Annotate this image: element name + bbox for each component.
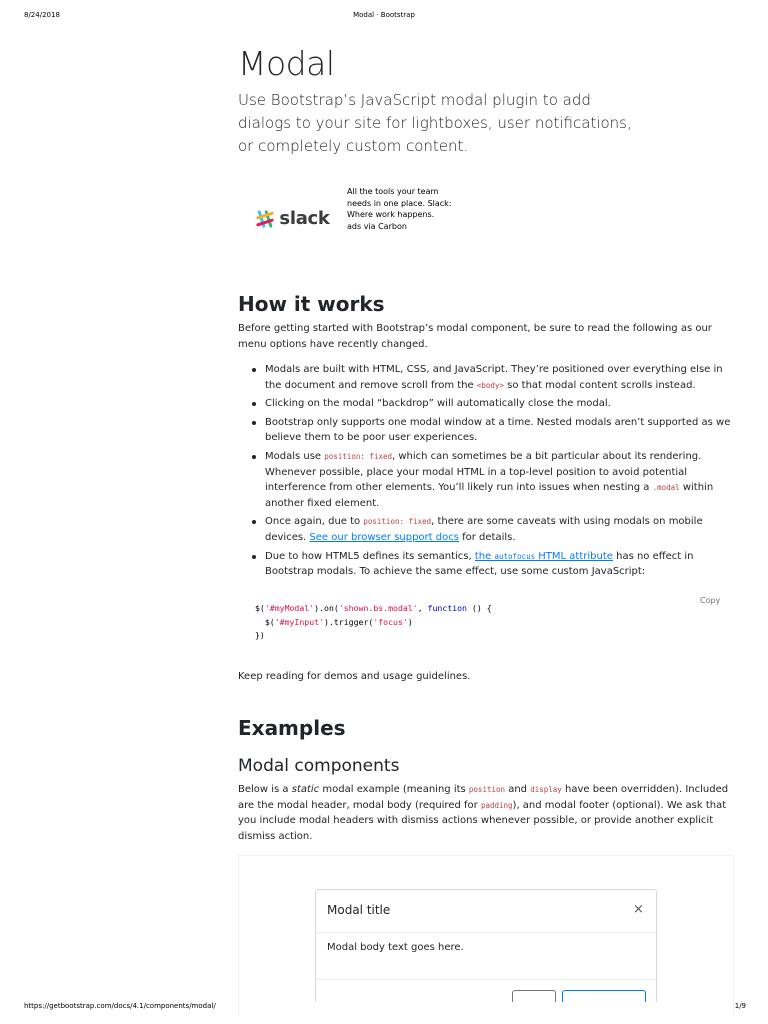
example-modal [315,889,657,1002]
inline-code: position: fixed [363,517,432,527]
copy-button[interactable]: Copy [700,596,721,605]
print-url: https://getbootstrap.com/docs/4.1/components/modal/ [24,1002,216,1010]
print-page-number: 1/9 [734,1002,746,1010]
ad-image-link[interactable] [249,188,337,249]
list-item: Modals are built with HTML, CSS, and JavaScript. They’re positioned over everything else in the document and remove scroll from the <body> so that modal content scrolls instead. [238,362,732,393]
code-snippet: $('#myModal').on('shown.bs.modal', function () { $('#myInput').trigger('focus') }) [255,603,492,640]
modal-components-description: Below is a static modal example (meaning its position and display have been overridden). Included are the modal header, modal body (required for padding), and modal footer (optional). We ask that you include modal headers with dismiss actions whenever possible, or provide another explicit dismiss action. [238,784,729,842]
modal-header [316,890,656,933]
inline-code: .modal [652,483,680,493]
modal-footer [316,979,656,1002]
slack-logo-icon [256,210,274,228]
browser-support-link[interactable]: See our browser support docs [309,531,459,543]
list-item: Clicking on the modal “backdrop” will automatically close the modal. [238,396,732,412]
print-footer [0,1002,768,1014]
list-item: Once again, due to position: fixed, there are some caveats with using modals on mobile devices. See our browser support docs for details. [238,514,732,545]
list-item: Bootstrap only supports one modal window at a time. Nested modals aren’t supported as we believe them to be poor user experiences. [238,415,732,446]
how-it-works-list [238,362,732,583]
keep-reading-text: Keep reading for demos and usage guidelines. [238,671,471,682]
close-button[interactable] [512,990,556,1002]
ad-via-carbon[interactable]: ads via Carbon [347,221,407,231]
how-it-works-heading: How it works [238,292,385,316]
modal-components-heading: Modal components [238,756,400,776]
page-title: Modal [238,44,335,83]
inline-code: position: fixed [324,451,393,461]
print-doc-title: Modal · Bootstrap [353,11,415,19]
ad-copy[interactable] [347,186,457,232]
modal-title: Modal title [327,903,391,917]
list-item: Modals use position: fixed, which can sometimes be a bit particular about its rendering. Whenever possible, place your modal HTML in a top-level position to avoid potential interference from other elements. You’ll likely run into issues when nesting a .modal within another fixed element. [238,449,732,511]
autofocus-attribute-link[interactable]: the autofocus HTML attribute [474,550,613,562]
print-date: 8/24/2018 [24,11,60,19]
close-icon[interactable]: × [633,902,644,917]
lead-paragraph: Use Bootstrap’s JavaScript modal plugin to add dialogs to your site for lightboxes, user notifications, or completely custom content. [238,91,632,155]
how-it-works-intro: Before getting started with Bootstrap’s modal component, be sure to read the following as our menu options have recently changed. [238,323,712,350]
modal-body-text: Modal body text goes here. [327,942,464,953]
save-changes-button[interactable] [562,990,646,1002]
print-header [0,11,768,23]
inline-code: <body> [476,380,504,390]
list-item: Due to how HTML5 defines its semantics, the autofocus HTML attribute has no effect in Bootstrap modals. To achieve the same effect, use some custom JavaScript: [238,549,732,580]
examples-heading: Examples [238,716,346,740]
ad-logo-text: slack [279,208,330,229]
ad-text[interactable]: All the tools your team needs in one place. Slack: Where work happens. [347,187,452,219]
